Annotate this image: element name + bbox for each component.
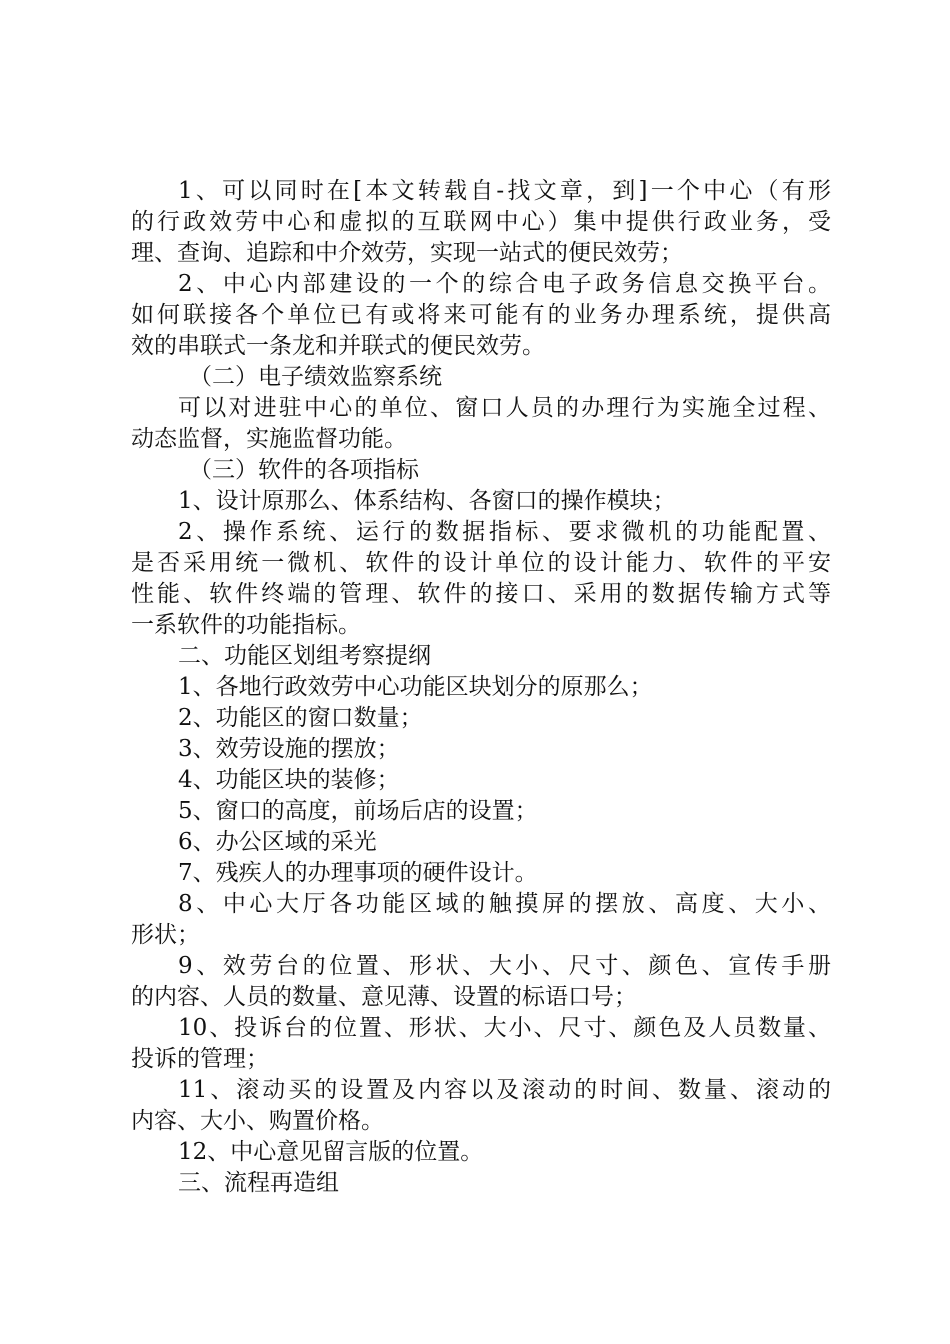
paragraph: [131, 1013, 831, 1075]
text-line: 二、功能区划组考察提纲: [178, 643, 431, 669]
text-line: 如何联接各个单位已有或将来可能有的业务办理系统，提供高: [131, 302, 831, 328]
text-line: 2、功能区的窗口数量；: [178, 705, 423, 731]
text-line: 的行政效劳中心和虚拟的互联网中心）集中提供行政业务，受: [131, 209, 831, 235]
text-line: 理、查询、追踪和中介效劳，实现一站式的便民效劳；: [131, 240, 683, 266]
paragraph: [131, 176, 831, 269]
paragraph: [131, 455, 831, 486]
text-line: 6、办公区域的采光: [178, 829, 377, 855]
text-line: 1、设计原那么、体系结构、各窗口的操作模块；: [178, 488, 676, 514]
text-line: 是否采用统一微机、软件的设计单位的设计能力、软件的平安: [131, 550, 831, 576]
text-line: 效的串联式一条龙和并联式的便民效劳。: [131, 333, 545, 359]
paragraph: [131, 796, 831, 827]
text-line: （三）软件的各项指标: [189, 457, 419, 483]
text-line: 4、功能区块的装修；: [178, 767, 400, 793]
paragraph: [131, 827, 831, 858]
text-line: 可以对进驻中心的单位、窗口人员的办理行为实施全过程、: [178, 395, 831, 421]
paragraph: [131, 703, 831, 734]
paragraph: [131, 269, 831, 362]
text-line: 1、可以同时在[本文转载自-找文章，到]一个中心（有形: [178, 178, 831, 204]
text-line: 10、投诉台的位置、形状、大小、尺寸、颜色及人员数量、: [178, 1015, 831, 1041]
document-body: [131, 176, 831, 1199]
paragraph: [131, 393, 831, 455]
text-line: 的内容、人员的数量、意见薄、设置的标语口号；: [131, 984, 637, 1010]
paragraph: [131, 517, 831, 641]
text-line: （二）电子绩效监察系统: [189, 364, 442, 390]
text-line: 动态监督，实施监督功能。: [131, 426, 407, 452]
paragraph: [131, 641, 831, 672]
paragraph: [131, 1075, 831, 1137]
text-line: 3、效劳设施的摆放；: [178, 736, 400, 762]
paragraph: [131, 1168, 831, 1199]
paragraph: [131, 1137, 831, 1168]
paragraph: [131, 672, 831, 703]
text-line: 1、各地行政效劳中心功能区块划分的原那么；: [178, 674, 653, 700]
paragraph: [131, 858, 831, 889]
paragraph: [131, 951, 831, 1013]
text-line: 11、滚动买的设置及内容以及滚动的时间、数量、滚动的: [178, 1077, 831, 1103]
text-line: 9、效劳台的位置、形状、大小、尺寸、颜色、宣传手册: [178, 953, 831, 979]
paragraph: [131, 362, 831, 393]
text-line: 2、中心内部建设的一个的综合电子政务信息交换平台。: [178, 271, 831, 297]
text-line: 内容、大小、购置价格。: [131, 1108, 384, 1134]
text-line: 性能、软件终端的管理、软件的接口、采用的数据传输方式等: [131, 581, 831, 607]
paragraph: [131, 486, 831, 517]
text-line: 8、中心大厅各功能区域的触摸屏的摆放、高度、大小、: [178, 891, 831, 917]
text-line: 投诉的管理；: [131, 1046, 269, 1072]
paragraph: [131, 765, 831, 796]
paragraph: [131, 889, 831, 951]
text-line: 2、操作系统、运行的数据指标、要求微机的功能配置、: [178, 519, 831, 545]
text-line: 7、残疾人的办理事项的硬件设计。: [178, 860, 538, 886]
text-line: 形状；: [131, 922, 200, 948]
text-line: 三、流程再造组: [178, 1170, 339, 1196]
text-line: 12、中心意见留言版的位置。: [178, 1139, 484, 1165]
text-line: 5、窗口的高度，前场后店的设置；: [178, 798, 538, 824]
text-line: 一系软件的功能指标。: [131, 612, 361, 638]
paragraph: [131, 734, 831, 765]
